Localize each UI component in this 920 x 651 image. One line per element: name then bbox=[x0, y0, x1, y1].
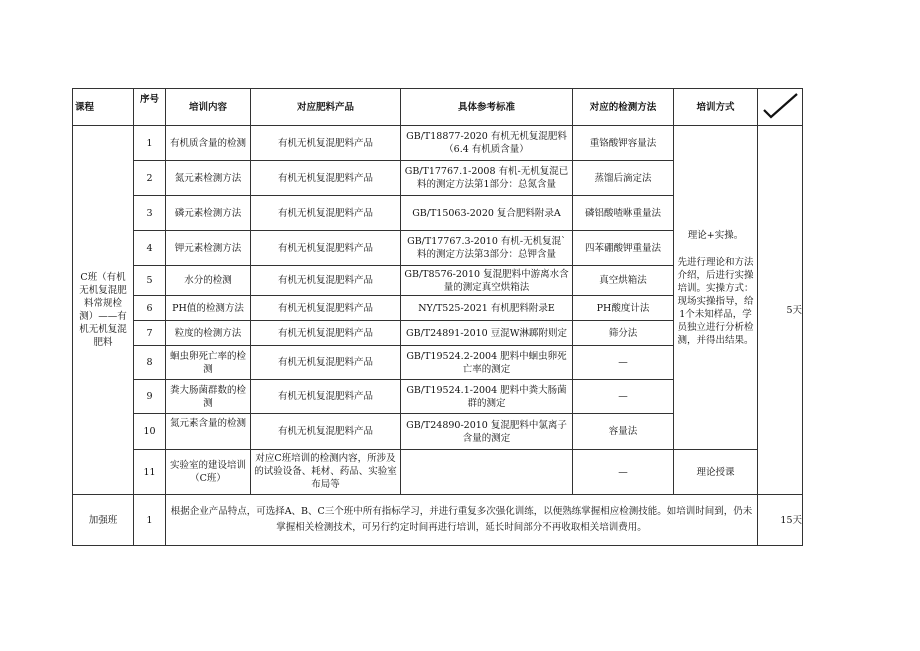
row-standard: GB/T17767.3-2010 有机-无机复混`料的测定方法第3部分：总钾含量 bbox=[401, 231, 573, 266]
table-row bbox=[73, 495, 803, 546]
mode-detail: 先进行理论和方法介绍，后进行实操培训。实操方式：现场实操指导，给1个未知样品，学员独立进行分析检测，并得出结果。 bbox=[677, 256, 754, 346]
check-mark-icon bbox=[760, 91, 800, 123]
row-seq: 8 bbox=[134, 346, 166, 380]
row-method: — bbox=[573, 450, 674, 495]
row-method: — bbox=[573, 346, 674, 380]
row-product: 有机无机复混肥料产品 bbox=[251, 346, 401, 380]
row-product: 有机无机复混肥料产品 bbox=[251, 380, 401, 414]
row-method: 磷铝酸喳咻重量法 bbox=[573, 196, 674, 231]
row-product: 有机无机复混肥料产品 bbox=[251, 126, 401, 161]
row-standard: GB/T24891-2010 豆混W淋踯附则定 bbox=[401, 321, 573, 346]
row-standard: GB/T15063-2020 复合肥料附录A bbox=[401, 196, 573, 231]
row-product: 有机无机复混肥料产品 bbox=[251, 266, 401, 296]
row-seq: 4 bbox=[134, 231, 166, 266]
row-content: 实验室的建设培训（C班） bbox=[166, 450, 251, 495]
row-standard: GB/T19524.1-2004 肥料中粪大肠菌群的测定 bbox=[401, 380, 573, 414]
training-course-table bbox=[72, 88, 803, 546]
row-standard: GB/T18877-2020 有机无机复混肥料（6.4 有机质含量） bbox=[401, 126, 573, 161]
header-row bbox=[73, 89, 803, 126]
row-seq: 9 bbox=[134, 380, 166, 414]
row-standard: NY/T525-2021 有机肥料附录E bbox=[401, 296, 573, 321]
row-method: PH酸度计法 bbox=[573, 296, 674, 321]
row-product: 有机无机复混肥料产品 bbox=[251, 196, 401, 231]
row-content: 蛔虫卵死亡率的检测 bbox=[166, 346, 251, 380]
row-standard: GB/T19524.2-2004 肥料中蛔虫卵死亡率的测定 bbox=[401, 346, 573, 380]
row-product: 有机无机复混肥料产品 bbox=[251, 231, 401, 266]
row-method: 筛分法 bbox=[573, 321, 674, 346]
row-seq: 10 bbox=[134, 414, 166, 450]
row-method: 蒸馏后滴定法 bbox=[573, 161, 674, 196]
row-standard: GB/T8576-2010 复混肥料中游离水含量的测定真空烘箱法 bbox=[401, 266, 573, 296]
header-standard: 具体参考标准 bbox=[401, 89, 573, 126]
row-content: 氮元素含量的检测 bbox=[166, 414, 251, 450]
header-seq: 序号 bbox=[134, 89, 166, 126]
row-product: 对应C班培训的检测内容，所涉及的试验设备、耗材、药品、实验室布局等 bbox=[251, 450, 401, 495]
row-standard bbox=[401, 450, 573, 495]
class-c-label: C班（有机无机复混肥料常规检测）——有机无机复混肥料 bbox=[73, 126, 134, 495]
row-standard: GB/T24890-2010 复混肥料中氯离子含量的测定 bbox=[401, 414, 573, 450]
training-mode-practical bbox=[674, 126, 758, 450]
row-method: — bbox=[573, 380, 674, 414]
class-plus-days: 15天 bbox=[758, 495, 803, 546]
row-content: 钾元素检测方法 bbox=[166, 231, 251, 266]
row-product: 有机无机复混肥料产品 bbox=[251, 296, 401, 321]
row-method: 容量法 bbox=[573, 414, 674, 450]
row-content: PH值的检测方法 bbox=[166, 296, 251, 321]
row-seq: 1 bbox=[134, 495, 166, 546]
row-seq: 2 bbox=[134, 161, 166, 196]
class-c-days: 5天 bbox=[758, 126, 803, 495]
row-content: 水分的检测 bbox=[166, 266, 251, 296]
row-method: 重铬酸钾容量法 bbox=[573, 126, 674, 161]
row-seq: 6 bbox=[134, 296, 166, 321]
row-method: 真空烘箱法 bbox=[573, 266, 674, 296]
row-standard: GB/T17767.1-2008 有机-无机复混已料的测定方法第1部分：总氮含量 bbox=[401, 161, 573, 196]
row-content: 磷元素检测方法 bbox=[166, 196, 251, 231]
row-seq: 11 bbox=[134, 450, 166, 495]
row-seq: 7 bbox=[134, 321, 166, 346]
header-product: 对应肥料产品 bbox=[251, 89, 401, 126]
class-plus-description: 根据企业产品特点，可选择A、B、C三个班中所有指标学习，并进行重复多次强化训练，以便熟练掌握相应检测技能。如培训时间到，仍未掌握相关检测技术，可另行约定时间再进行培训，延长时间部分不再收取相关培训费用。 bbox=[166, 495, 758, 546]
training-mode-theory: 理论授课 bbox=[674, 450, 758, 495]
table-row bbox=[73, 126, 803, 161]
row-product: 有机无机复混肥料产品 bbox=[251, 321, 401, 346]
class-plus-label: 加强班 bbox=[73, 495, 134, 546]
row-method: 四苯硼酸钾重量法 bbox=[573, 231, 674, 266]
row-product: 有机无机复混肥料产品 bbox=[251, 161, 401, 196]
header-mode: 培训方式 bbox=[674, 89, 758, 126]
row-product: 有机无机复混肥料产品 bbox=[251, 414, 401, 450]
row-seq: 3 bbox=[134, 196, 166, 231]
row-content: 氮元素检测方法 bbox=[166, 161, 251, 196]
row-seq: 5 bbox=[134, 266, 166, 296]
row-content: 有机质含量的检测 bbox=[166, 126, 251, 161]
row-content: 粪大肠菌群数的检测 bbox=[166, 380, 251, 414]
mode-summary: 理论+实操。 bbox=[687, 229, 744, 241]
table-row bbox=[73, 450, 803, 495]
row-content: 粒度的检测方法 bbox=[166, 321, 251, 346]
row-seq: 1 bbox=[134, 126, 166, 161]
header-method: 对应的检测方法 bbox=[573, 89, 674, 126]
header-content: 培训内容 bbox=[166, 89, 251, 126]
header-course: 课程 bbox=[73, 89, 134, 126]
header-corner bbox=[758, 89, 803, 126]
